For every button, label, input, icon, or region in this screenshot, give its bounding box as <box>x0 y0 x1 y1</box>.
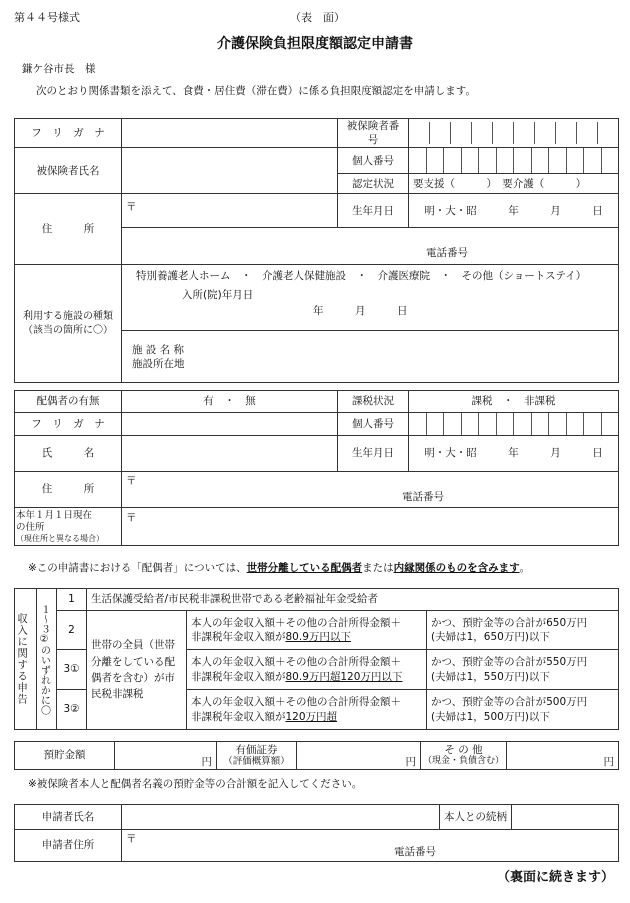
insured-number-field[interactable] <box>409 119 619 148</box>
securities-sub: （評価概算額） <box>223 756 290 768</box>
row3b-deposit-line2: (夫婦は1，500万円)以下 <box>431 710 550 723</box>
side-label: （表 面） <box>290 11 345 24</box>
form-number: 第４４号様式 <box>14 11 80 24</box>
facility-type-label-line1: 利用する施設の種類 <box>23 311 113 323</box>
spouse-personal-number-field[interactable] <box>409 413 619 436</box>
spouse-name-label: 氏 名 <box>15 436 122 472</box>
jan1-address-field[interactable] <box>122 508 619 546</box>
income-row2-deposit <box>427 611 619 650</box>
spouse-birth-value[interactable]: 明・大・昭 年 月 日 <box>409 436 619 472</box>
tax-status-value[interactable]: 課税 ・ 非課税 <box>409 391 619 413</box>
other-assets-label-text: そ の 他 <box>444 743 483 756</box>
row3a-deposit-line2: (夫婦は1，550万円)以下 <box>431 670 550 683</box>
other-assets-field[interactable] <box>507 742 619 770</box>
row3a-cond-threshold: 80.9万円超120万円以下 <box>285 670 403 683</box>
cert-status-label: 認定状況 <box>338 174 409 194</box>
securities-field[interactable] <box>297 742 421 770</box>
insured-furigana-field[interactable] <box>122 119 338 148</box>
spouse-note-middle: または <box>362 562 394 574</box>
securities-label-text: 有価証券 <box>235 743 278 756</box>
securities-label <box>217 742 297 770</box>
insured-birth-label: 生年月日 <box>338 194 409 228</box>
spouse-address-field[interactable] <box>122 472 619 508</box>
spouse-presence-label: 配偶者の有無 <box>15 391 122 413</box>
facility-type-field[interactable] <box>122 265 619 331</box>
spouse-furigana-label: フ リ ガ ナ <box>15 413 122 436</box>
spouse-note-prefix: ※この申請書における「配偶者」については、 <box>28 562 247 574</box>
spouse-presence-value[interactable]: 有 ・ 無 <box>122 391 338 413</box>
row3b-cond-threshold: 120万円超 <box>285 710 338 723</box>
row3a-deposit-line1: かつ、預貯金等の合計が550万円 <box>431 656 588 669</box>
jan1-address-line2: の住所 <box>16 522 45 533</box>
spouse-note-emph2: 内縁関係のものを含みます <box>393 562 520 574</box>
postal-mark: 〒 <box>126 201 137 214</box>
insured-phone-label: 電話番号 <box>426 247 468 260</box>
income-row2-condition <box>187 611 427 650</box>
spouse-address-label: 住 所 <box>15 472 122 508</box>
jan1-postal-mark: 〒 <box>126 512 137 524</box>
row3b-cond-prefix: 非課税年金収入額が <box>191 710 286 723</box>
income-choice-label <box>37 589 57 730</box>
other-assets-yen: 円 <box>603 755 614 768</box>
income-choice-text: １〜３②のいずれかに〇 <box>38 603 50 715</box>
tax-status-label: 課税状況 <box>338 391 409 413</box>
insured-phone-field[interactable] <box>122 228 619 265</box>
admission-date-label: 入所(院)年月日 <box>182 288 254 301</box>
insured-name-field[interactable] <box>122 148 338 194</box>
row3b-cond-line1: 本人の年金収入額＋その他の合計所得金額＋ <box>191 696 401 709</box>
household-text: 世帯の全員（世帯分離をしている配偶者を含む）が市民税非課税 <box>87 611 187 730</box>
income-row3a-num[interactable]: 3① <box>57 650 87 690</box>
applicant-name-label: 申請者氏名 <box>15 805 122 830</box>
spouse-table <box>14 390 619 546</box>
income-row1-text: 生活保護受給者/市民税非課税世帯である老齢福祉年金受給者 <box>87 589 619 611</box>
spouse-postal-mark: 〒 <box>126 475 137 487</box>
spouse-note-emph1: 世帯分離している配偶者 <box>246 562 363 574</box>
spouse-phone-label: 電話番号 <box>402 490 444 503</box>
income-table <box>14 588 619 730</box>
insured-name-label: 被保険者氏名 <box>15 148 122 194</box>
spouse-birth-label: 生年月日 <box>338 436 409 472</box>
facility-name-label: 施 設 名 称 <box>132 343 185 356</box>
income-row3a-deposit <box>427 650 619 690</box>
row2-cond-line1: 本人の年金収入額＋その他の合計所得金額＋ <box>191 616 401 629</box>
income-row3b-deposit <box>427 690 619 730</box>
spouse-furigana-field[interactable] <box>122 413 338 436</box>
insured-table <box>14 118 619 383</box>
securities-yen: 円 <box>405 755 416 768</box>
other-assets-sub: （現金・負債含む） <box>422 756 504 767</box>
applicant-table <box>14 804 619 862</box>
other-assets-label <box>421 742 507 770</box>
applicant-address-label: 申請者住所 <box>15 830 122 862</box>
insured-address-label: 住 所 <box>15 194 122 265</box>
jan1-address-note: （現住所と異なる場合） <box>16 533 104 543</box>
income-row3a-condition <box>187 650 427 690</box>
facility-location-label: 施設所在地 <box>132 357 185 370</box>
admission-date-value[interactable]: 年 月 日 <box>313 304 408 317</box>
relation-field[interactable] <box>512 805 619 830</box>
income-row3b-num[interactable]: 3② <box>57 690 87 730</box>
deposit-label: 預貯金額 <box>15 742 115 770</box>
row3a-cond-prefix: 非課税年金収入額が <box>191 670 286 683</box>
jan1-address-label <box>15 508 122 546</box>
insured-number-label: 被保険者番号 <box>338 119 409 148</box>
jan1-address-line1: 本年１月１日現在 <box>16 510 93 522</box>
applicant-address-field[interactable] <box>122 830 619 862</box>
applicant-postal-mark: 〒 <box>126 833 137 845</box>
insured-birth-value[interactable]: 明・大・昭 年 月 日 <box>409 194 619 228</box>
personal-number-field[interactable] <box>409 148 619 174</box>
spouse-note <box>28 560 530 575</box>
row3a-cond-line1: 本人の年金収入額＋その他の合計所得金額＋ <box>191 656 401 669</box>
applicant-phone-label: 電話番号 <box>394 845 436 858</box>
insured-furigana-label: フ リ ガ ナ <box>15 119 122 148</box>
income-side-label <box>15 589 37 730</box>
spouse-name-field[interactable] <box>122 436 338 472</box>
assets-note: ※被保険者本人と配偶者名義の預貯金等の合計額を記入してください。 <box>28 778 363 790</box>
insured-address-field[interactable] <box>122 194 338 228</box>
relation-label: 本人との続柄 <box>440 805 512 830</box>
personal-number-label: 個人番号 <box>338 148 409 174</box>
row3b-deposit-line1: かつ、預貯金等の合計が500万円 <box>431 696 588 709</box>
row2-cond-threshold: 80.9万円以下 <box>285 631 351 643</box>
addressee: 鎌ケ谷市長 様 <box>22 63 96 75</box>
facility-type-label <box>15 265 122 383</box>
row2-deposit-line1: かつ、預貯金等の合計が650万円 <box>431 616 588 629</box>
continued-note: （裏面に続きます） <box>496 870 614 885</box>
deposit-yen: 円 <box>201 755 212 768</box>
spouse-note-suffix: 。 <box>519 562 531 574</box>
income-side-text: 収入に関する申告 <box>16 613 29 705</box>
cert-status-value[interactable]: 要支援（ ） 要介護（ ） <box>409 174 619 194</box>
facility-types[interactable]: 特別養護老人ホーム ・ 介護老人保健施設 ・ 介護医療院 ・ その他（ショートステイ） <box>136 270 587 283</box>
page-title: 介護保険負担限度額認定申請書 <box>217 36 413 52</box>
deposit-field[interactable] <box>115 742 217 770</box>
facility-name-field[interactable] <box>122 331 619 383</box>
income-row1-num[interactable]: 1 <box>57 589 87 611</box>
row2-deposit-line2: (夫婦は1，650万円)以下 <box>431 631 550 643</box>
facility-type-label-line2: （該当の箇所に〇） <box>23 324 113 336</box>
income-row3b-condition <box>187 690 427 730</box>
applicant-name-field[interactable] <box>122 805 440 830</box>
assets-table <box>14 741 619 770</box>
row2-cond-prefix: 非課税年金収入額が <box>191 631 286 643</box>
intro-text: 次のとおり関係書類を添えて、食費・居住費（滞在費）に係る負担限度額認定を申請します。 <box>36 85 476 97</box>
spouse-personal-number-label: 個人番号 <box>338 413 409 436</box>
income-row2-num[interactable]: 2 <box>57 611 87 650</box>
